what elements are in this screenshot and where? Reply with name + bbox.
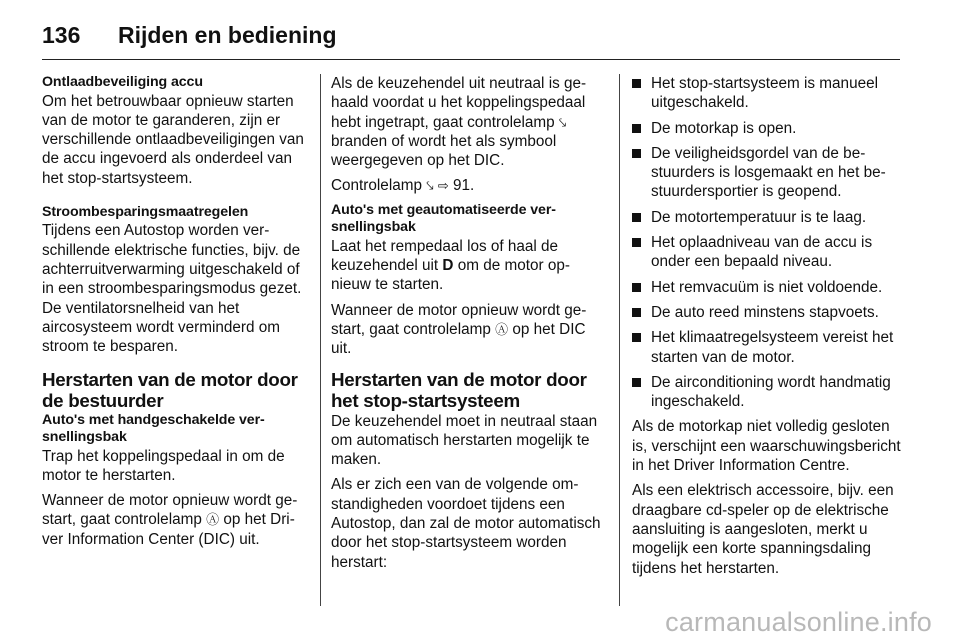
paragraph: Controlelamp ⤥ ⇨ 91. xyxy=(331,177,475,195)
paragraph: Wanneer de motor opnieuw wordt gestart, gaat controlelamp Ⓐ op het DIC uit. xyxy=(331,301,587,358)
paragraph: Tijdens een Autostop worden verschillende elektrische functies, bijv. de achterruitverwarming uitgeschakeld of in een stroombesparingsmodus gezet. De ventilatorsnelheid van het aircosysteem wordt verminderd om stroom te besparen. xyxy=(42,222,302,356)
list-item: Het remvacuüm is niet voldoende. xyxy=(632,278,904,297)
page-reference-icon: ⇨ xyxy=(437,178,449,194)
autostop-icon: Ⓐ xyxy=(495,321,509,337)
list-item: Het stop-startsysteem is manueel uitgeschakeld. xyxy=(632,74,904,113)
list-item: De motortemperatuur is te laag. xyxy=(632,208,904,227)
column-2 xyxy=(331,74,603,578)
list-item: Het oplaadniveau van de accu is onder een bepaald niveau. xyxy=(632,233,904,272)
heading-ontlaadbeveiliging: Ontlaadbeveiliging accu xyxy=(42,74,203,90)
paragraph: Als de motorkap niet volledig gesloten is, verschijnt een waarschuwingsbericht in het Driver Information Centre. xyxy=(632,418,901,475)
autostop-icon: Ⓐ xyxy=(206,512,220,528)
list-item: De motorkap is open. xyxy=(632,119,904,138)
paragraph: Laat het rempedaal los of haal de keuzehendel uit D om de motor opnieuw te starten. xyxy=(331,237,570,294)
page-header xyxy=(42,18,900,62)
column-1 xyxy=(42,74,308,555)
gear-shift-icon: ⤥ xyxy=(426,178,434,194)
page-title: Rijden en bediening xyxy=(118,22,337,48)
paragraph: Als er zich een van de volgende omstandigheden voordoet tijdens een Autostop, dan zal de motor automatisch door het stop-startsysteem worden herstart: xyxy=(331,476,601,571)
paragraph: De keuzehendel moet in neutraal staan om automatisch herstarten mogelijk te maken. xyxy=(331,412,598,469)
page-reference: 91. xyxy=(448,177,475,195)
watermark: carmanualsonline.info xyxy=(665,607,932,637)
gear-shift-icon: ⤥ xyxy=(558,114,567,130)
heading-stroombesparing: Stroombesparingsmaatregelen xyxy=(42,203,249,220)
page-number: 136 xyxy=(42,22,81,48)
column-3 xyxy=(632,74,904,584)
paragraph: Als een elektrisch accessoire, bijv. een draagbare cd-speler op de elektrische aansluiting is aangesloten, merkt u mogelijk een korte spanningsdaling tijdens het herstarten. xyxy=(632,482,894,577)
column-divider-2 xyxy=(619,74,620,606)
paragraph: Als de keuzehendel uit neutraal is gehaald voordat u het koppelingspedaal hebt ingetrapt, gaat controlelamp ⤥ branden of wordt het als symbool weergegeven op het DIC. xyxy=(331,75,587,170)
list-item: Het klimaatregelsysteem vereist het starten van de motor. xyxy=(632,328,904,367)
column-divider-1 xyxy=(320,74,321,606)
heading-geautomatiseerd: Auto's met geautomatiseerde versnellingsbak xyxy=(331,201,556,236)
heading-handgeschakeld: Auto's met handgeschakelde versnellingsbak xyxy=(42,411,265,446)
section-heading-bestuurder: Herstarten van de motor door de bestuurder xyxy=(42,368,298,412)
section-heading-stop-start: Herstarten van de motor door het stop-startsysteem xyxy=(331,368,587,412)
list-item: De veiligheidsgordel van de bestuurders is losgemaakt en het bestuurdersportier is geopend. xyxy=(632,144,904,202)
list-item: De airconditioning wordt handmatig ingeschakeld. xyxy=(632,373,904,412)
list-item: De auto reed minstens stapvoets. xyxy=(632,303,904,322)
paragraph: Trap het koppelingspedaal in om de motor te herstarten. xyxy=(42,447,285,484)
header-rule xyxy=(42,59,900,60)
paragraph: Om het betrouwbaar opnieuw starten van de motor te garanderen, zijn er verschillende ontlaadbeveiligingen van de accu ingevoerd als onderdeel van het stop-startsysteem. xyxy=(42,92,304,187)
conditions-list xyxy=(632,74,904,411)
paragraph: Wanneer de motor opnieuw wordt gestart, gaat controlelamp Ⓐ op het Driver Information Center (DIC) uit. xyxy=(42,492,298,548)
